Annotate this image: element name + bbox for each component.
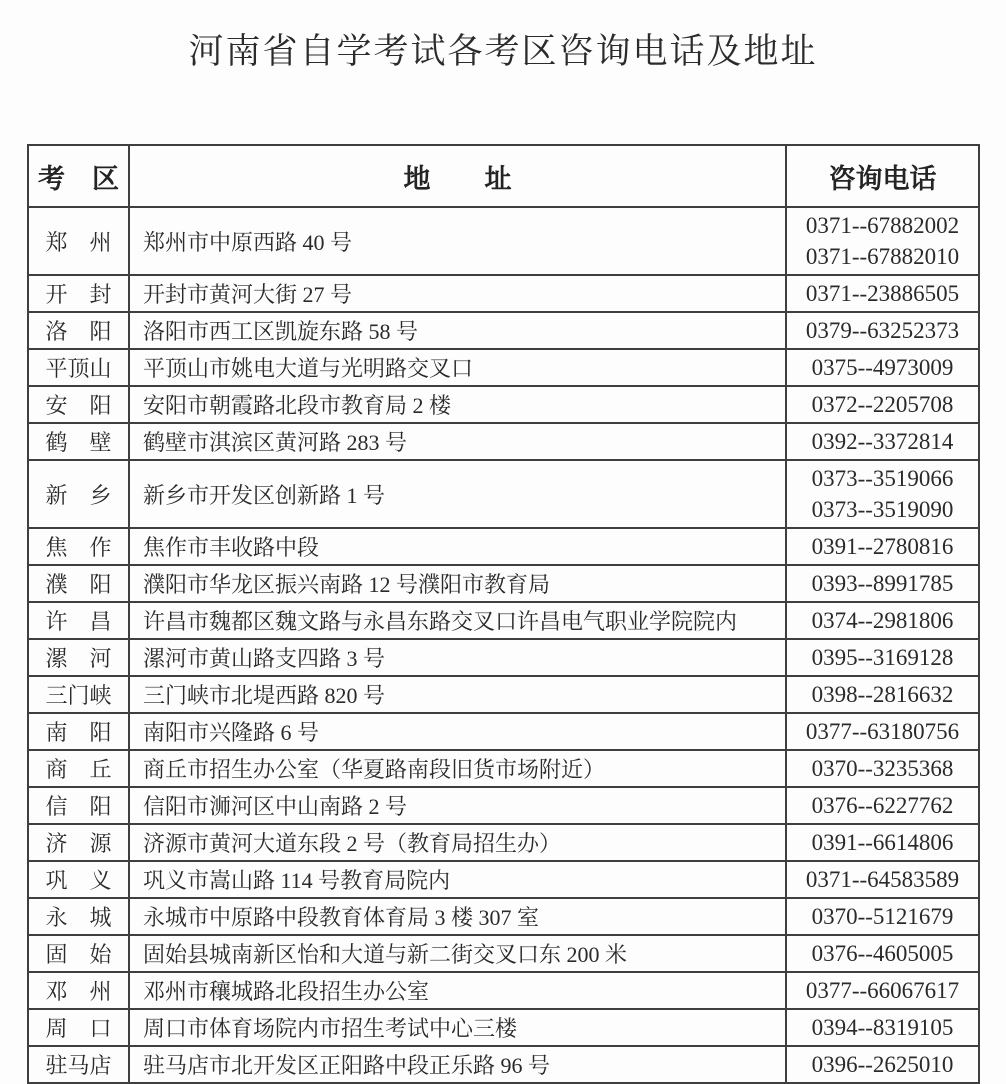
table-row — [28, 528, 979, 565]
phone-number: 0395--3169128 — [811, 645, 954, 670]
header-address: 地 址 — [129, 145, 786, 207]
table-row — [28, 1009, 979, 1046]
phone-cell — [786, 861, 979, 898]
address-cell: 安阳市朝霞路北段市教育局 2 楼 — [129, 386, 786, 423]
phone-cell — [786, 750, 979, 787]
region-cell: 洛 阳 — [28, 312, 129, 349]
address-cell: 鹤壁市淇滨区黄河路 283 号 — [129, 423, 786, 460]
region-cell: 安 阳 — [28, 386, 129, 423]
region-cell: 商 丘 — [28, 750, 129, 787]
table-row — [28, 713, 979, 750]
address-cell: 濮阳市华龙区振兴南路 12 号濮阳市教育局 — [129, 565, 786, 602]
table-row — [28, 386, 979, 423]
phone-number: 0370--3235368 — [811, 756, 954, 781]
table-row — [28, 312, 979, 349]
phone-number: 0373--3519090 — [811, 497, 954, 522]
phone-cell — [786, 460, 979, 528]
table-row — [28, 639, 979, 676]
phone-number: 0398--2816632 — [811, 682, 954, 707]
phone-cell — [786, 787, 979, 824]
header-region: 考 区 — [28, 145, 129, 207]
region-cell: 永 城 — [28, 898, 129, 935]
phone-cell — [786, 528, 979, 565]
address-cell: 商丘市招生办公室（华夏路南段旧货市场附近） — [129, 750, 786, 787]
table-row — [28, 460, 979, 528]
address-cell: 开封市黄河大街 27 号 — [129, 275, 786, 312]
address-cell: 洛阳市西工区凯旋东路 58 号 — [129, 312, 786, 349]
table-row — [28, 676, 979, 713]
region-cell: 平顶山 — [28, 349, 129, 386]
header-phone: 咨询电话 — [786, 145, 979, 207]
region-cell: 驻马店 — [28, 1046, 129, 1083]
phone-number: 0379--63252373 — [805, 318, 960, 343]
phone-cell — [786, 423, 979, 460]
address-cell: 南阳市兴隆路 6 号 — [129, 713, 786, 750]
address-cell: 郑州市中原西路 40 号 — [129, 207, 786, 275]
address-cell: 许昌市魏都区魏文路与永昌东路交叉口许昌电气职业学院院内 — [129, 602, 786, 639]
region-cell: 三门峡 — [28, 676, 129, 713]
region-cell: 信 阳 — [28, 787, 129, 824]
region-cell: 固 始 — [28, 935, 129, 972]
phone-cell — [786, 676, 979, 713]
address-cell: 三门峡市北堤西路 820 号 — [129, 676, 786, 713]
table-row — [28, 565, 979, 602]
table-body — [28, 207, 979, 1083]
region-cell: 周 口 — [28, 1009, 129, 1046]
phone-cell — [786, 349, 979, 386]
region-cell: 邓 州 — [28, 972, 129, 1009]
phone-number: 0377--66067617 — [805, 978, 960, 1003]
header-row — [28, 145, 979, 207]
address-cell: 平顶山市姚电大道与光明路交叉口 — [129, 349, 786, 386]
address-cell: 漯河市黄山路支四路 3 号 — [129, 639, 786, 676]
region-cell: 济 源 — [28, 824, 129, 861]
phone-number: 0372--2205708 — [811, 392, 954, 417]
phone-number: 0391--2780816 — [811, 534, 954, 559]
phone-cell — [786, 1009, 979, 1046]
table-row — [28, 423, 979, 460]
phone-number: 0376--4605005 — [811, 941, 954, 966]
phone-cell — [786, 312, 979, 349]
table-row — [28, 861, 979, 898]
contact-table — [27, 144, 980, 1084]
phone-number: 0371--23886505 — [805, 281, 960, 306]
address-cell: 驻马店市北开发区正阳路中段正乐路 96 号 — [129, 1046, 786, 1083]
region-cell: 鹤 壁 — [28, 423, 129, 460]
phone-cell — [786, 1046, 979, 1083]
region-cell: 新 乡 — [28, 460, 129, 528]
region-cell: 焦 作 — [28, 528, 129, 565]
region-cell: 许 昌 — [28, 602, 129, 639]
phone-number: 0371--67882002 — [805, 213, 960, 238]
phone-cell — [786, 207, 979, 275]
phone-number: 0370--5121679 — [811, 904, 954, 929]
phone-number: 0396--2625010 — [811, 1052, 954, 1077]
phone-number: 0373--3519066 — [811, 466, 954, 491]
table-row — [28, 787, 979, 824]
phone-cell — [786, 824, 979, 861]
region-cell: 郑 州 — [28, 207, 129, 275]
phone-cell — [786, 602, 979, 639]
phone-cell — [786, 972, 979, 1009]
address-cell: 周口市体育场院内市招生考试中心三楼 — [129, 1009, 786, 1046]
region-cell: 巩 义 — [28, 861, 129, 898]
table-row — [28, 207, 979, 275]
address-cell: 焦作市丰收路中段 — [129, 528, 786, 565]
phone-number: 0375--4973009 — [811, 355, 954, 380]
region-cell: 漯 河 — [28, 639, 129, 676]
phone-cell — [786, 935, 979, 972]
address-cell: 固始县城南新区怡和大道与新二街交叉口东 200 米 — [129, 935, 786, 972]
phone-cell — [786, 565, 979, 602]
address-cell: 永城市中原路中段教育体育局 3 楼 307 室 — [129, 898, 786, 935]
phone-number: 0371--67882010 — [805, 244, 960, 269]
table-row — [28, 275, 979, 312]
phone-cell — [786, 898, 979, 935]
phone-number: 0394--8319105 — [811, 1015, 954, 1040]
phone-number: 0376--6227762 — [811, 793, 954, 818]
table-row — [28, 935, 979, 972]
phone-cell — [786, 639, 979, 676]
phone-number: 0374--2981806 — [811, 608, 954, 633]
phone-number: 0391--6614806 — [811, 830, 954, 855]
page-title: 河南省自学考试各考区咨询电话及地址 — [188, 32, 818, 71]
document-page — [0, 24, 1006, 1078]
region-cell: 开 封 — [28, 275, 129, 312]
table-row — [28, 349, 979, 386]
table-row — [28, 602, 979, 639]
phone-number: 0377--63180756 — [805, 719, 960, 744]
phone-cell — [786, 386, 979, 423]
address-cell: 济源市黄河大道东段 2 号（教育局招生办） — [129, 824, 786, 861]
phone-number: 0371--64583589 — [805, 867, 960, 892]
table-row — [28, 750, 979, 787]
region-cell: 南 阳 — [28, 713, 129, 750]
phone-cell — [786, 713, 979, 750]
table-row — [28, 1046, 979, 1083]
region-cell: 濮 阳 — [28, 565, 129, 602]
phone-number: 0392--3372814 — [811, 429, 954, 454]
address-cell: 信阳市浉河区中山南路 2 号 — [129, 787, 786, 824]
address-cell: 新乡市开发区创新路 1 号 — [129, 460, 786, 528]
address-cell: 巩义市嵩山路 114 号教育局院内 — [129, 861, 786, 898]
table-header — [28, 145, 979, 207]
phone-cell — [786, 275, 979, 312]
table-row — [28, 898, 979, 935]
table-row — [28, 824, 979, 861]
table-row — [28, 972, 979, 1009]
phone-number: 0393--8991785 — [811, 571, 954, 596]
address-cell: 邓州市穰城路北段招生办公室 — [129, 972, 786, 1009]
